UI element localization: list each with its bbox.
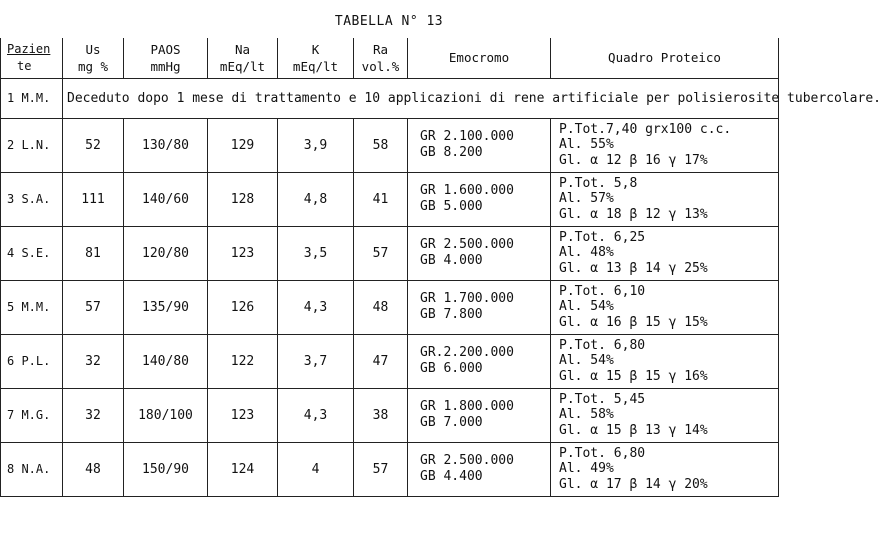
gr-value: GR 1.700.000 <box>420 291 514 306</box>
emocromo-cell <box>408 280 551 334</box>
proteico-cell <box>551 118 779 172</box>
data-table <box>0 38 881 497</box>
emocromo-cell <box>408 388 551 442</box>
k-cell: 3,9 <box>278 118 354 172</box>
proteico-cell <box>551 280 779 334</box>
us-cell: 32 <box>63 388 124 442</box>
gb-value: GB 4.000 <box>420 253 483 268</box>
k-cell: 4,8 <box>278 172 354 226</box>
gl-value: Gl. α 18 β 12 γ 13% <box>559 206 708 222</box>
us-cell: 111 <box>63 172 124 226</box>
table-row <box>1 442 779 496</box>
ptot-value: P.Tot. 6,80 <box>559 445 646 461</box>
table-row <box>1 334 779 388</box>
header-us: Us mg % <box>63 38 124 78</box>
na-cell: 123 <box>208 226 278 280</box>
header-na: Na mEq/lt <box>208 38 278 78</box>
table-row <box>1 226 779 280</box>
us-cell: 48 <box>63 442 124 496</box>
al-value: Al. 48% <box>559 245 614 261</box>
note-cell: Deceduto dopo 1 mese di trattamento e 10 applicazioni di rene artificiale per polisierosite tubercolare. <box>63 78 779 118</box>
table-row <box>1 118 779 172</box>
table-row <box>1 280 779 334</box>
proteico-cell <box>551 442 779 496</box>
gb-value: GB 7.800 <box>420 307 483 322</box>
patient-cell: 2 L.N. <box>1 118 63 172</box>
gl-value: Gl. α 16 β 15 γ 15% <box>559 314 708 330</box>
k-cell: 4 <box>278 442 354 496</box>
header-k: K mEq/lt <box>278 38 354 78</box>
gb-value: GB 6.000 <box>420 361 483 376</box>
table-row-note <box>1 78 779 118</box>
ra-cell: 57 <box>354 226 408 280</box>
gl-value: Gl. α 15 β 15 γ 16% <box>559 368 708 384</box>
patient-cell: 1 M.M. <box>1 78 63 118</box>
gr-value: GR 1.600.000 <box>420 183 514 198</box>
k-cell: 4,3 <box>278 388 354 442</box>
us-cell: 81 <box>63 226 124 280</box>
emocromo-cell <box>408 172 551 226</box>
gr-value: GR.2.200.000 <box>420 345 514 360</box>
ra-cell: 58 <box>354 118 408 172</box>
k-cell: 3,5 <box>278 226 354 280</box>
k-cell: 4,3 <box>278 280 354 334</box>
us-cell: 57 <box>63 280 124 334</box>
ptot-value: P.Tot. 6,80 <box>559 337 646 353</box>
emocromo-cell <box>408 334 551 388</box>
table-row <box>1 172 779 226</box>
header-ra: Ra vol.% <box>354 38 408 78</box>
emocromo-cell <box>408 226 551 280</box>
ptot-value: P.Tot. 6,10 <box>559 283 646 299</box>
us-cell: 32 <box>63 334 124 388</box>
table-title: TABELLA N° 13 <box>334 14 444 29</box>
al-value: Al. 49% <box>559 461 614 477</box>
al-value: Al. 55% <box>559 137 614 153</box>
paos-cell: 140/80 <box>124 334 208 388</box>
gb-value: GB 7.000 <box>420 415 483 430</box>
ra-cell: 41 <box>354 172 408 226</box>
paos-cell: 180/100 <box>124 388 208 442</box>
na-cell: 126 <box>208 280 278 334</box>
patient-cell: 6 P.L. <box>1 334 63 388</box>
na-cell: 128 <box>208 172 278 226</box>
proteico-cell <box>551 334 779 388</box>
gl-value: Gl. α 12 β 16 γ 17% <box>559 152 708 168</box>
al-value: Al. 54% <box>559 299 614 315</box>
gr-value: GR 2.500.000 <box>420 453 514 468</box>
paos-cell: 140/60 <box>124 172 208 226</box>
patient-cell: 4 S.E. <box>1 226 63 280</box>
na-cell: 129 <box>208 118 278 172</box>
patient-cell: 7 M.G. <box>1 388 63 442</box>
gb-value: GB 5.000 <box>420 199 483 214</box>
paos-cell: 135/90 <box>124 280 208 334</box>
na-cell: 122 <box>208 334 278 388</box>
proteico-cell <box>551 226 779 280</box>
header-quadro-proteico: Quadro Proteico <box>551 38 779 78</box>
k-cell: 3,7 <box>278 334 354 388</box>
emocromo-cell <box>408 118 551 172</box>
header-patient: Pazien te <box>1 38 63 78</box>
gl-value: Gl. α 13 β 14 γ 25% <box>559 260 708 276</box>
na-cell: 124 <box>208 442 278 496</box>
gr-value: GR 1.800.000 <box>420 399 514 414</box>
emocromo-cell <box>408 442 551 496</box>
patient-cell: 8 N.A. <box>1 442 63 496</box>
gb-value: GB 4.400 <box>420 469 483 484</box>
gr-value: GR 2.100.000 <box>420 129 514 144</box>
header-paos: PAOS mmHg <box>124 38 208 78</box>
gl-value: Gl. α 17 β 14 γ 20% <box>559 476 708 492</box>
na-cell: 123 <box>208 388 278 442</box>
table-row <box>1 388 779 442</box>
patient-cell: 3 S.A. <box>1 172 63 226</box>
patient-cell: 5 M.M. <box>1 280 63 334</box>
us-cell: 52 <box>63 118 124 172</box>
al-value: Al. 57% <box>559 191 614 207</box>
paos-cell: 150/90 <box>124 442 208 496</box>
gl-value: Gl. α 15 β 13 γ 14% <box>559 422 708 438</box>
ra-cell: 38 <box>354 388 408 442</box>
paos-cell: 130/80 <box>124 118 208 172</box>
ra-cell: 48 <box>354 280 408 334</box>
ptot-value: P.Tot. 5,45 <box>559 391 646 407</box>
gr-value: GR 2.500.000 <box>420 237 514 252</box>
al-value: Al. 58% <box>559 407 614 423</box>
proteico-cell <box>551 388 779 442</box>
ra-cell: 57 <box>354 442 408 496</box>
header-emocromo: Emocromo <box>408 38 551 78</box>
proteico-cell <box>551 172 779 226</box>
ra-cell: 47 <box>354 334 408 388</box>
al-value: Al. 54% <box>559 353 614 369</box>
header-row <box>1 38 779 78</box>
ptot-value: P.Tot. 6,25 <box>559 229 646 245</box>
paos-cell: 120/80 <box>124 226 208 280</box>
ptot-value: P.Tot.7,40 grx100 c.c. <box>559 121 732 137</box>
gb-value: GB 8.200 <box>420 145 483 160</box>
ptot-value: P.Tot. 5,8 <box>559 175 638 191</box>
